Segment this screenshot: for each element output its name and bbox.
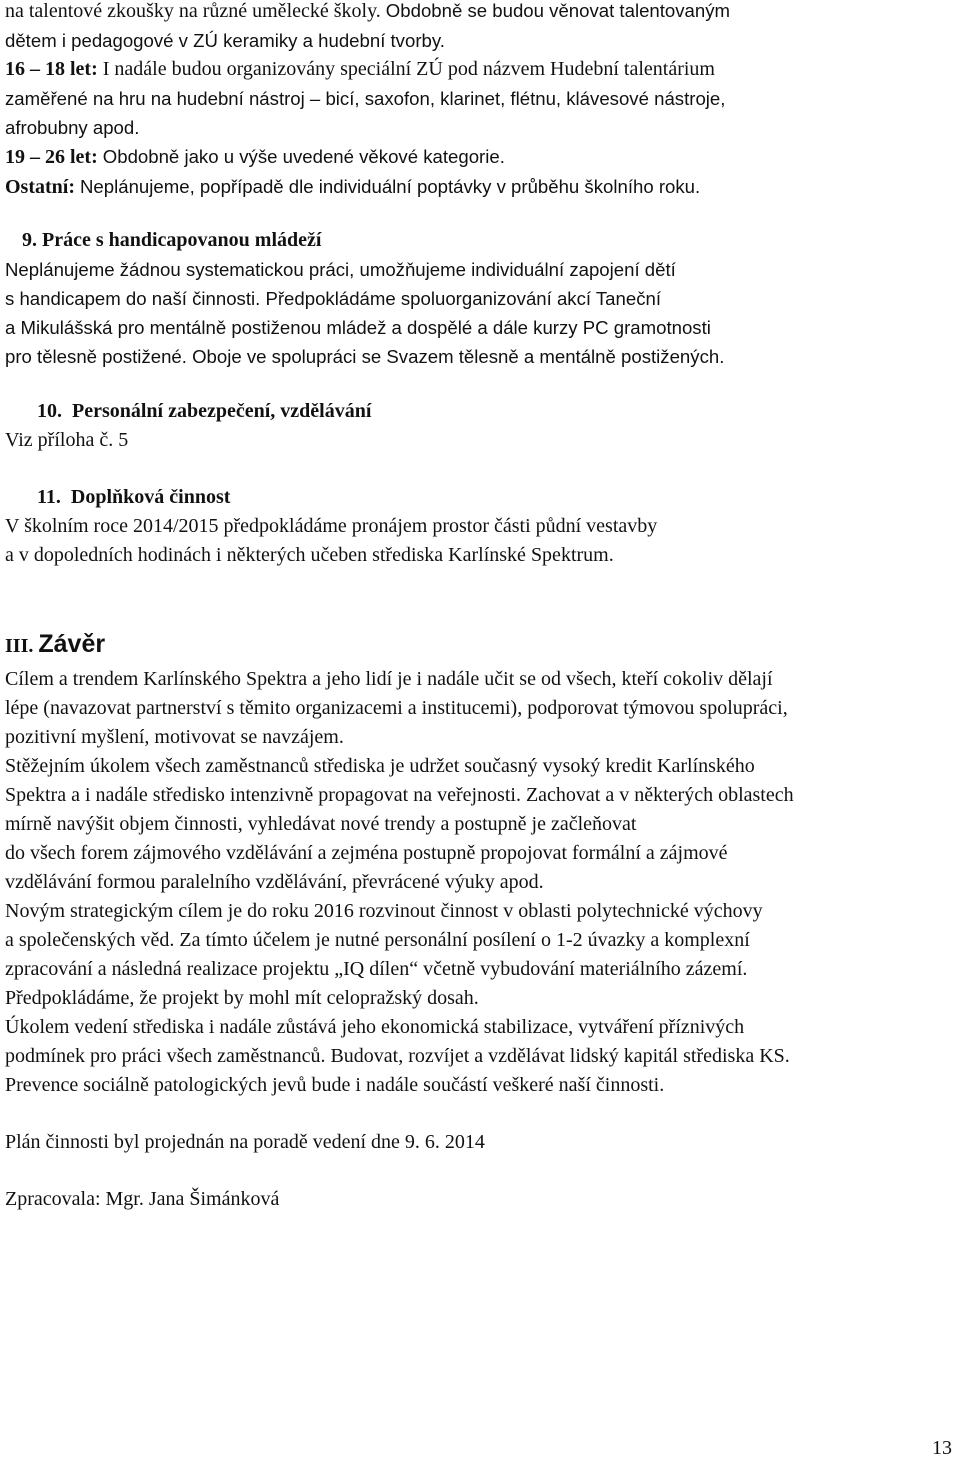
text-line [5, 84, 957, 113]
text-line: Neplánujeme žádnou systematickou práci, umožňujeme individuální zapojení dětí [5, 259, 676, 280]
author-line: Zpracovala: Mgr. Jana Šimánková [5, 1188, 280, 1210]
section-title: Závěr [38, 630, 106, 658]
section-title: Práce s handicapovanou mládeží [42, 229, 322, 251]
section-heading [5, 226, 957, 255]
text-line: Stěžejním úkolem všech zaměstnanců střediska je udržet současný vysoký kredit Karlínského [5, 755, 755, 777]
conclusion-heading [5, 625, 957, 665]
conclusion-section [5, 625, 957, 1100]
text-line: V školním roce 2014/2015 předpokládáme pronájem prostor části půdní vestavby [5, 515, 658, 537]
text-line: a společenských věd. Za tímto účelem je nutné personální posílení o 1-2 úvazky a komplexní [5, 929, 750, 951]
text-line [5, 113, 957, 142]
text-span: Obdobně jako u výše uvedené věkové kategorie. [102, 146, 505, 167]
page-number: 13 [932, 1437, 952, 1459]
text-span: I nadále budou organizovány speciální ZÚ pod názvem Hudební talentárium [102, 58, 715, 80]
section-title: Doplňková činnost [70, 486, 231, 508]
section-title: Personální zabezpečení, vzdělávání [72, 400, 372, 422]
text-span: zaměřené na hru na hudební nástroj – bicí, saxofon, klarinet, flétnu, klávesové nástroje, [5, 88, 726, 109]
intro-block [5, 0, 957, 202]
text-line [5, 0, 957, 26]
text-span: afrobubny apod. [5, 117, 140, 138]
text-line: Viz příloha č. 5 [5, 429, 129, 451]
text-span: Neplánujeme, popřípadě dle individuální poptávky v průběhu školního roku. [80, 176, 701, 197]
text-span: na talentové zkoušky na různé umělecké školy. [5, 0, 386, 22]
text-line: do všech forem zájmového vzdělávání a zejména postupně propojovat formální a zájmové [5, 842, 728, 864]
text-line: s handicapem do naší činnosti. Předpokládáme spoluorganizování akcí Taneční [5, 288, 662, 309]
text-line: a v dopoledních hodinách i některých učeben střediska Karlínské Spektrum. [5, 544, 614, 566]
text-line: Spektra a i nadále středisko intenzivně propagovat na veřejnosti. Zachovat a v některých oblastech [5, 784, 794, 806]
text-line: a Mikulášská pro mentálně postiženou mládež a dospělé a dále kurzy PC gramotnosti [5, 317, 711, 338]
text-span: Obdobně se budou věnovat talentovaným [385, 0, 731, 21]
text-line: pozitivní myšlení, motivovat se navzájem. [5, 726, 344, 748]
text-line: pro tělesně postižené. Oboje ve spolupráci se Svazem tělesně a mentálně postižených. [5, 346, 725, 367]
ostatni-line [5, 172, 957, 202]
section-number: 10. [37, 400, 62, 422]
section-10 [5, 397, 957, 455]
text-line: Prevence sociálně patologických jevů bude i nadále součástí veškeré naší činnosti. [5, 1074, 665, 1096]
other-label: Ostatní: [5, 176, 80, 198]
text-line: podmínek pro práci všech zaměstnanců. Budovat, rozvíjet a vzdělávat lidský kapitál střediska KS. [5, 1045, 790, 1067]
text-line [5, 26, 957, 55]
text-line: Předpokládáme, že projekt by mohl mít celopražský dosah. [5, 987, 479, 1009]
text-span: dětem i pedagogové v ZÚ keramiky a hudební tvorby. [5, 30, 445, 51]
age-16-18-line [5, 55, 957, 84]
text-line: vzdělávání formou paralelního vzdělávání, převrácené výuky apod. [5, 871, 544, 893]
text-line: zpracování a následná realizace projektu „IQ dílen“ včetně vybudování materiálního zázemí. [5, 958, 748, 980]
age-label: 16 – 18 let: [5, 58, 103, 80]
section-number: 9. [22, 229, 37, 251]
plan-note: Plán činnosti byl projednán na poradě vedení dne 9. 6. 2014 [5, 1131, 485, 1153]
section-11 [5, 483, 957, 570]
section-heading [5, 397, 957, 426]
section-heading [5, 483, 957, 512]
text-line: Úkolem vedení střediska i nadále zůstává jeho ekonomická stabilizace, vytváření příznivých [5, 1016, 745, 1038]
age-label: 19 – 26 let: [5, 146, 103, 168]
section-number: 11. [37, 486, 61, 508]
text-line: Novým strategickým cílem je do roku 2016 rozvinout činnost v oblasti polytechnické výchovy [5, 900, 763, 922]
text-line: lépe (navazovat partnerství s těmito organizacemi a institucemi), podporovat týmovou spolupráci, [5, 697, 788, 719]
document-page [5, 0, 957, 1214]
age-19-26-line [5, 142, 957, 172]
section-9 [5, 226, 957, 371]
section-number: III. [5, 635, 34, 657]
text-line: Cílem a trendem Karlínského Spektra a jeho lidí je i nadále učit se od všech, kteří cokoliv dělají [5, 668, 773, 690]
text-line: mírně navýšit objem činnosti, vyhledávat nové trendy a postupně je začleňovat [5, 813, 637, 835]
